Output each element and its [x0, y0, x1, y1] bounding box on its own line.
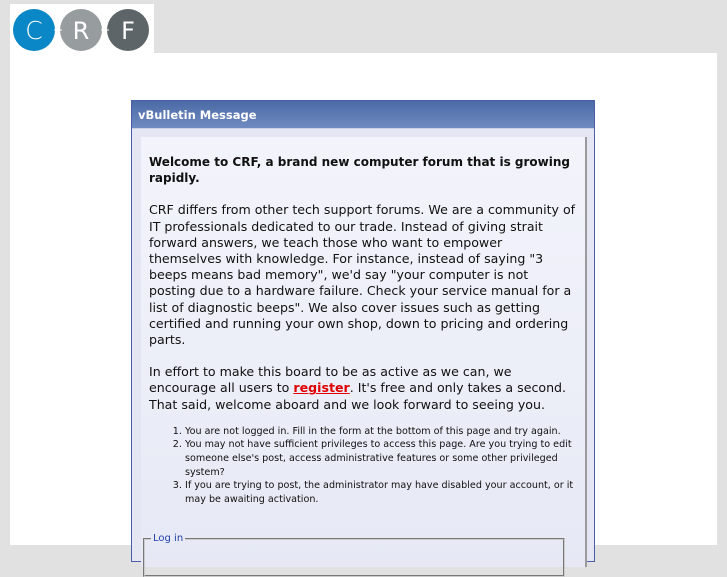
login-legend: Log in: [153, 533, 184, 544]
crf-logo[interactable]: [10, 4, 154, 53]
panel-body: [141, 137, 587, 567]
register-link[interactable]: register: [293, 380, 350, 396]
login-fieldset: [143, 533, 565, 577]
intro-text: CRF differs from other tech support forums. We are a community of IT professionals dedicated to our trade. Instead of giving strait forward answers, we teach those who want to empower themselves with knowledge. For instance, instead of saying "3 beeps means bad memory", we'd say "your computer is not posting due to a hardware failure. Check your service manual for a list of diagnostic beeps". We also cover issues such as getting certified and running your own shop, down to pricing and ordering parts.: [149, 202, 576, 348]
welcome-text: Welcome to CRF, a brand new computer forum that is growing rapidly.: [149, 155, 570, 186]
svg-text:F: F: [121, 17, 135, 45]
panel-title: vBulletin Message: [132, 101, 594, 129]
list-item: 1. You are not logged in. Fill in the form at the bottom of this page and try again.: [185, 425, 577, 439]
message-panel: [131, 100, 595, 562]
list-item: 2. You may not have sufficient privileges to access this page. Are you trying to edit someone else's post, access administrative features or some other privileged system?: [185, 438, 577, 479]
list-item: 3. If you are trying to post, the administrator may have disabled your account, or it may be awaiting activation.: [185, 479, 577, 506]
crf-logo-image: [10, 4, 154, 53]
register-text-after: . It's free and only takes a second. That said, welcome aboard and we look forward to seeing you.: [149, 380, 567, 412]
reasons-list: [149, 425, 577, 507]
svg-text:R: R: [72, 17, 90, 45]
register-paragraph: [149, 364, 577, 413]
svg-text:C: C: [25, 16, 43, 45]
register-text-before: In effort to make this board to be as active as we can, we encourage all users to: [149, 364, 512, 396]
